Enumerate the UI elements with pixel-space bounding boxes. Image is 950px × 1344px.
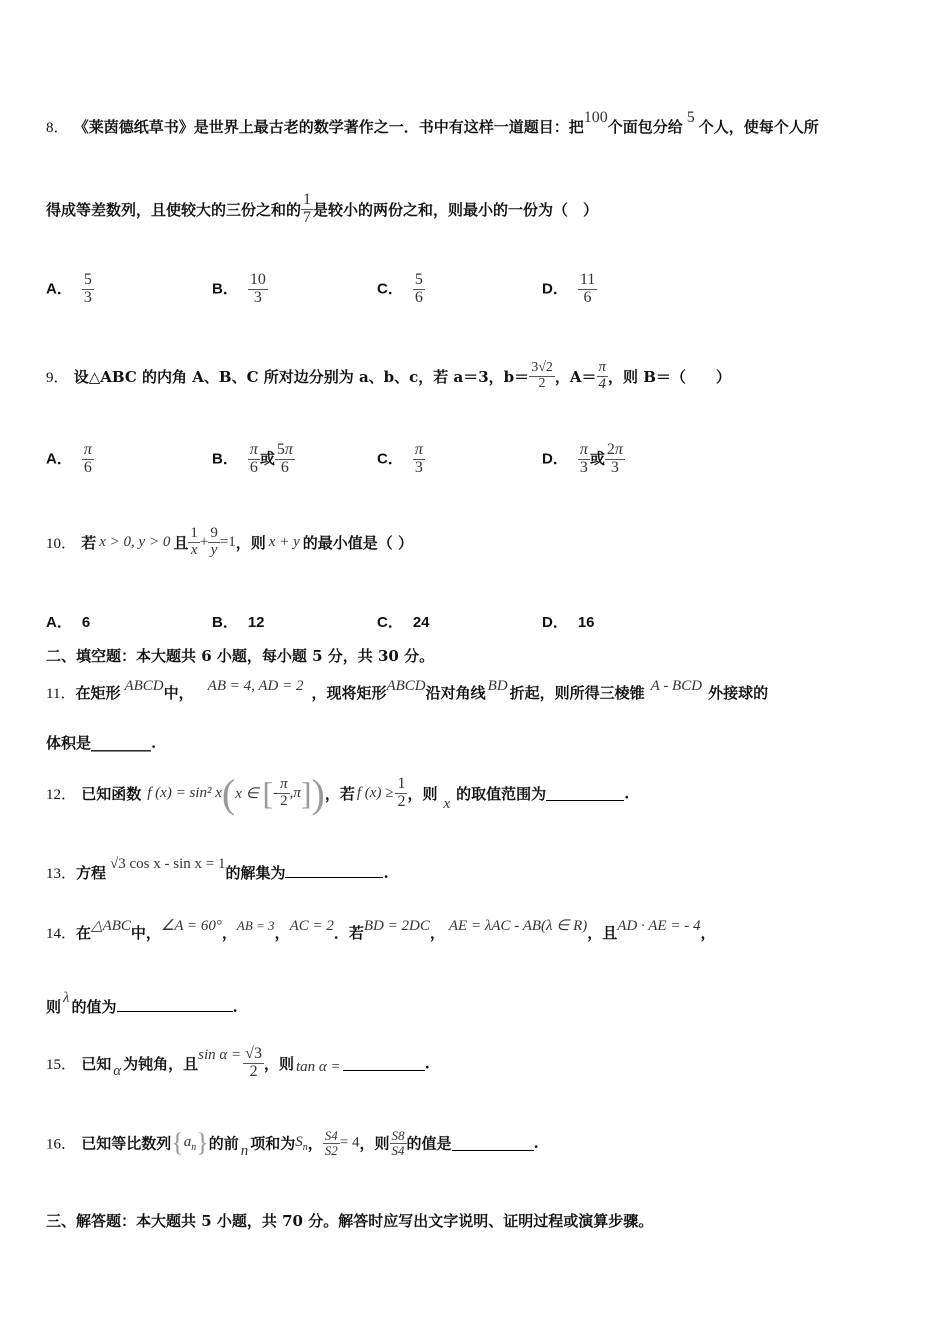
option-label: C． (377, 450, 403, 468)
q9-text-b: ，A＝ (554, 367, 597, 386)
section-2-header: 二、填空题：本大题共 6 小题，每小题 5 分，共 30 分。 (46, 647, 435, 665)
option-label: D． (542, 450, 568, 468)
q11-abcd: ABCD (124, 678, 164, 694)
q14-number: 14． (46, 926, 77, 942)
q15-tan: tan α = (295, 1058, 341, 1075)
option-label: C． (377, 280, 403, 298)
q15-text-a: 已知 (81, 1054, 112, 1073)
q14-bd: BD = 2DC (363, 918, 430, 934)
option-num: 11 (579, 271, 596, 288)
q8-frac-num: 1 (303, 191, 312, 208)
q13-number: 13． (46, 866, 77, 882)
q12-end: . (624, 784, 630, 803)
q8-line2 (46, 192, 598, 227)
q14-lambda: λ (63, 990, 70, 1006)
q12-text-d: 的取值范围为 (456, 785, 547, 803)
q9-number: 9． (46, 369, 69, 386)
q15-sin: sin α = (198, 1046, 242, 1063)
q12-function: f (x) = sin² x (147, 785, 222, 801)
option-label: B． (212, 280, 238, 298)
q12-answer-blank[interactable] (546, 786, 624, 801)
q14-text-e: 则 (46, 998, 62, 1016)
q9-option-c[interactable]: C． $\frac{\pi}{3}$ (377, 441, 423, 476)
q13-line (46, 852, 389, 882)
option-label: A． (46, 614, 72, 631)
q14-text-d: ，且 (587, 924, 618, 942)
q10-option-d[interactable] (542, 611, 595, 632)
q8-number: 8． (46, 120, 69, 136)
q10-option-a[interactable] (46, 611, 90, 632)
q11-line2: 体积是________. (46, 734, 157, 752)
q14-triangle: △ABC (91, 918, 131, 934)
q14-text-c: ．若 (333, 924, 364, 942)
q12-text-a: 已知函数 (81, 785, 142, 803)
q14-end: . (232, 998, 238, 1016)
q11-text-d: 沿对角线 (425, 684, 486, 702)
q11-number: 11． (46, 686, 76, 702)
q8-text-d: 得成等差数列，且使较大的三份之和的 (46, 200, 302, 219)
q12-number: 12． (46, 787, 77, 803)
q13-answer-blank[interactable] (285, 863, 383, 878)
q12-text-b: ，若 (324, 785, 355, 803)
q9-text-c: ，则 B＝（ ） (608, 367, 731, 386)
q14-ae: AE = λAC - AB(λ ∈ R) (448, 918, 588, 934)
q11-text-f: 外接球的 (708, 684, 769, 702)
q16-equals: = 4 (339, 1134, 360, 1151)
q15-line (46, 1046, 430, 1081)
q8-text-c: 个人，使每个人所 (698, 118, 819, 136)
q16-end: . (533, 1134, 539, 1152)
q16-text-b: 的前 (208, 1134, 239, 1153)
q14-ac: AC = 2 (289, 918, 334, 934)
q13-text-a: 方程 (76, 864, 107, 882)
q9-b-fraction (529, 361, 555, 391)
q16-sn: S (295, 1133, 303, 1150)
option-label: D． (542, 280, 568, 298)
q10-equals: =1 (219, 533, 236, 550)
option-label: D． (542, 614, 568, 631)
q11-abcd-2: ABCD (386, 678, 426, 694)
q10-condition: x > 0, y > 0 (99, 533, 171, 550)
q14-text-a: 在 (76, 924, 92, 942)
q14-line2 (46, 986, 238, 1016)
q14-text-f: 的值为 (71, 998, 117, 1016)
q8-line1 (46, 109, 819, 137)
option-num: 10 (249, 271, 266, 288)
q8-text-e: 是较小的两份之和，则最小的一份为（ ） (313, 200, 599, 219)
q10-number: 10． (46, 535, 77, 552)
q9-b-num: 3√2 (531, 360, 553, 376)
q15-end: . (424, 1054, 430, 1073)
q9-a-fraction (597, 360, 609, 393)
q12-var: x (443, 795, 451, 812)
option-label: B． (212, 450, 238, 468)
q16-number: 16． (46, 1136, 77, 1153)
q8-fraction (301, 192, 313, 227)
q11-text-c: ，现将矩形 (311, 684, 387, 702)
q10-expression: x + y (268, 533, 300, 550)
q14-dot: AD · AE = - 4 (617, 918, 701, 934)
option-label: A． (46, 280, 72, 298)
q10-line: 10． 若 x > 0, y > 0 且 $\frac{1}{x}$ + $\frac{9}{y}$ =1，则 x + y 的最小值是（ ） (46, 525, 413, 558)
q15-alpha: α (113, 1063, 122, 1080)
q12-line: 12． 已知函数 f (x) = sin² x(x ∈ [- $\frac{\pi}{2}$ ,π])，若 f (x) ≥ $\frac{1}{2}$ ，则x的取值范围为 . (46, 771, 630, 816)
q9-line (46, 360, 731, 393)
option-label: A． (46, 450, 72, 468)
option-value: 24 (412, 614, 430, 631)
option-label: B． (212, 614, 238, 631)
q9-text-a: 设△ABC 的内角 A、B、C 所对边分别为 a、b、c，若 a＝3，b＝ (73, 367, 530, 386)
q15-sin-den: 2 (249, 1062, 258, 1080)
q10-option-b[interactable] (212, 611, 265, 632)
q8-option-a[interactable] (46, 272, 94, 307)
option-label: C． (377, 614, 403, 631)
option-den: 3 (253, 288, 262, 306)
q8-option-d[interactable] (542, 272, 597, 307)
q11-text-e: 折起，则所得三棱锥 (509, 684, 645, 702)
q9-option-a[interactable]: A． $\frac{\pi}{6}$ (46, 441, 92, 476)
option-value: 6 (81, 614, 91, 631)
q16-n: n (240, 1143, 249, 1159)
q9-a-den: 4 (598, 375, 607, 392)
q16-text-c: 项和为 (250, 1134, 296, 1153)
q15-number: 15． (46, 1056, 77, 1073)
q14-text-b: 中， (130, 924, 161, 942)
q14-angle: ∠A = 60° (160, 918, 222, 934)
q9-a-num: π (598, 359, 607, 375)
q13-text-b: 的解集为 (225, 864, 286, 882)
or-word: 或 (589, 450, 605, 468)
q9-option-b[interactable]: B． $\frac{\pi}{6}$ 或 $\frac{5\pi}{6}$ (212, 441, 293, 476)
option-den: 6 (583, 288, 592, 306)
option-value: 16 (577, 614, 595, 631)
option-num: 5 (414, 271, 423, 288)
q16-r1-den: S2 (324, 1142, 338, 1158)
q8-option-b[interactable] (212, 272, 268, 307)
q11-line1 (46, 674, 769, 702)
q12-text-c: ，则 (407, 785, 438, 803)
q8-text-a: 《莱茵德纸草书》是世界上最古老的数学著作之一．书中有这样一道题目：把 (73, 118, 584, 136)
q9-option-d[interactable]: D． $\frac{\pi}{3}$ 或 $\frac{2\pi}{3}$ (542, 441, 623, 476)
q15-answer-blank[interactable] (343, 1056, 425, 1071)
q9-b-den: 2 (538, 375, 546, 391)
option-value: 12 (247, 614, 265, 631)
q8-option-c[interactable] (377, 272, 425, 307)
q8-frac-den: 7 (303, 208, 312, 226)
q15-text-c: ，则 (263, 1054, 294, 1073)
q11-bd: BD (487, 678, 508, 694)
q8-n5: 5 (686, 109, 695, 126)
q11-text-b: 中， (163, 684, 194, 702)
q8-text-b: 个面包分给 (607, 118, 683, 136)
q10-text-b: 且 (173, 533, 189, 552)
q15-sin-num: √3 (245, 1045, 262, 1062)
q14-line1: 14．在△ABC中，∠A = 60°，AB = 3，AC = 2．若BD = 2DC， AE = λAC - AB(λ ∈ R)，且AD · AE = - 4， (46, 918, 716, 942)
q16-seq: a (183, 1133, 192, 1150)
q8-n100: 100 (583, 109, 608, 126)
q14-ab: AB = 3 (236, 918, 275, 933)
q13-equation: √3 cos x - sin x = 1 (110, 856, 226, 872)
q16-r2-num: S8 (391, 1127, 405, 1143)
q10-text-a: 若 (81, 533, 97, 552)
q13-end: . (383, 864, 389, 882)
q16-r2-den: S4 (391, 1142, 405, 1158)
q16-r1-num: S4 (324, 1127, 338, 1143)
q16-text-d: ，则 (359, 1134, 390, 1153)
q16-text-a: 已知等比数列 (81, 1134, 172, 1153)
q11-text-a: 在矩形 (75, 684, 121, 702)
q10-text-c: ，则 (235, 533, 266, 552)
q15-text-b: 为钝角，且 (123, 1054, 199, 1073)
option-den: 6 (414, 288, 423, 306)
q10-option-c[interactable] (377, 611, 430, 632)
q11-condition: AB = 4, AD = 2 (207, 678, 304, 694)
q16-answer-blank[interactable] (452, 1136, 534, 1151)
q16-line: 16． 已知等比数列$\{a_n\}$的前 n 项和为$S_n$， $\frac{S4}{S2}$ = 4，则 $\frac{S8}{S4}$ 的值是 . (46, 1127, 539, 1159)
q11-pyramid: A - BCD (650, 678, 703, 694)
q10-text-d: 的最小值是（ ） (302, 533, 413, 552)
section-3-header: 三、解答题：本大题共 5 小题，共 70 分。解答时应写出文字说明、证明过程或演算步骤。 (46, 1212, 654, 1230)
q12-inequality: f (x) ≥ (356, 785, 394, 801)
q16-text-e: 的值是 (406, 1134, 452, 1153)
option-den: 3 (83, 288, 92, 306)
q14-answer-blank[interactable] (117, 997, 233, 1012)
option-num: 5 (83, 271, 92, 288)
or-word: 或 (259, 450, 275, 468)
